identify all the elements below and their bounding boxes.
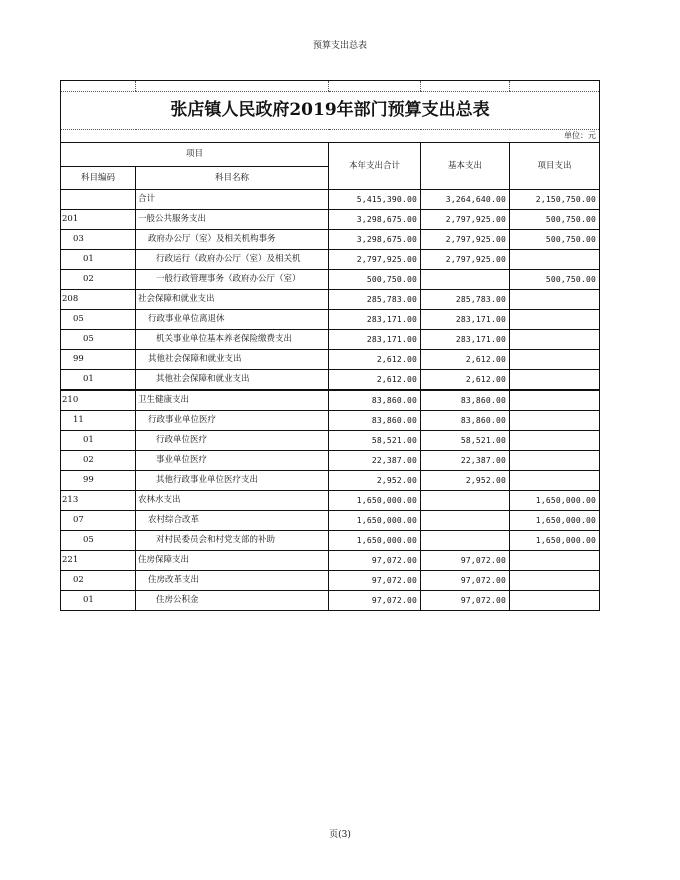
row-basic: 2,797,925.00 [421, 230, 510, 250]
row-code [61, 190, 136, 210]
row-total: 5,415,390.00 [329, 190, 421, 210]
row-name: 其他社会保障和就业支出 [136, 370, 329, 391]
table-row [61, 531, 600, 551]
row-name: 一般行政管理事务（政府办公厅（室） [136, 270, 329, 290]
table-row [61, 290, 600, 310]
row-total: 58,521.00 [329, 431, 421, 451]
row-project: 2,150,750.00 [510, 190, 600, 210]
row-basic: 58,521.00 [421, 431, 510, 451]
row-project [510, 431, 600, 451]
row-basic: 97,072.00 [421, 591, 510, 611]
row-code: 208 [61, 290, 136, 310]
row-project [510, 551, 600, 571]
row-code: 01 [61, 250, 136, 270]
table-row [61, 350, 600, 370]
row-total: 283,171.00 [329, 310, 421, 330]
row-code: 05 [61, 310, 136, 330]
table-row [61, 270, 600, 290]
unit-label: 单位：元 [61, 130, 600, 143]
row-name: 其他行政事业单位医疗支出 [136, 471, 329, 491]
page-footer: 页(3) [329, 830, 351, 840]
row-total: 2,612.00 [329, 350, 421, 370]
table-row [61, 551, 600, 571]
row-name: 卫生健康支出 [136, 390, 329, 411]
row-project [510, 310, 600, 330]
row-project: 1,650,000.00 [510, 531, 600, 551]
header-name: 科目名称 [136, 167, 329, 190]
row-total: 83,860.00 [329, 390, 421, 411]
row-total: 83,860.00 [329, 411, 421, 431]
row-basic [421, 531, 510, 551]
row-basic: 2,612.00 [421, 350, 510, 370]
row-name: 农村综合改革 [136, 511, 329, 531]
row-code: 221 [61, 551, 136, 571]
row-project [510, 471, 600, 491]
row-project [510, 250, 600, 270]
row-total: 283,171.00 [329, 330, 421, 350]
row-basic [421, 491, 510, 511]
row-name: 行政事业单位离退休 [136, 310, 329, 330]
row-project [510, 370, 600, 391]
table-row [61, 491, 600, 511]
table-row [61, 591, 600, 611]
table-row [61, 370, 600, 391]
row-basic [421, 270, 510, 290]
row-project [510, 350, 600, 370]
row-name: 农林水支出 [136, 491, 329, 511]
header-basic: 基本支出 [421, 143, 510, 190]
row-code: 03 [61, 230, 136, 250]
row-project: 500,750.00 [510, 230, 600, 250]
row-code: 02 [61, 451, 136, 471]
row-basic: 2,797,925.00 [421, 250, 510, 270]
row-basic: 2,612.00 [421, 370, 510, 391]
row-total: 97,072.00 [329, 551, 421, 571]
row-name: 住房公积金 [136, 591, 329, 611]
header-project: 项目 [61, 143, 329, 167]
row-basic: 97,072.00 [421, 551, 510, 571]
table-row [61, 411, 600, 431]
row-basic: 22,387.00 [421, 451, 510, 471]
row-code: 99 [61, 350, 136, 370]
budget-table-container [60, 80, 599, 611]
row-project: 1,650,000.00 [510, 491, 600, 511]
table-row [61, 451, 600, 471]
row-total: 500,750.00 [329, 270, 421, 290]
row-project: 1,650,000.00 [510, 511, 600, 531]
row-name: 其他社会保障和就业支出 [136, 350, 329, 370]
header-project-expense: 项目支出 [510, 143, 600, 190]
row-basic [421, 511, 510, 531]
table-row [61, 310, 600, 330]
row-name: 住房保障支出 [136, 551, 329, 571]
row-code: 11 [61, 411, 136, 431]
row-total: 2,612.00 [329, 370, 421, 391]
header-total: 本年支出合计 [329, 143, 421, 190]
row-code: 02 [61, 571, 136, 591]
table-title: 张店镇人民政府2019年部门预算支出总表 [61, 92, 600, 130]
row-total: 285,783.00 [329, 290, 421, 310]
row-basic: 83,860.00 [421, 390, 510, 411]
row-project [510, 591, 600, 611]
table-row [61, 210, 600, 230]
row-code: 05 [61, 330, 136, 350]
table-row [61, 190, 600, 210]
row-total: 97,072.00 [329, 591, 421, 611]
row-name: 机关事业单位基本养老保险缴费支出 [136, 330, 329, 350]
table-row [61, 471, 600, 491]
row-basic: 283,171.00 [421, 330, 510, 350]
row-code: 01 [61, 370, 136, 391]
row-name: 事业单位医疗 [136, 451, 329, 471]
row-name: 政府办公厅（室）及相关机构事务 [136, 230, 329, 250]
row-project [510, 290, 600, 310]
row-total: 1,650,000.00 [329, 511, 421, 531]
row-basic: 2,952.00 [421, 471, 510, 491]
row-total: 22,387.00 [329, 451, 421, 471]
row-name: 一般公共服务支出 [136, 210, 329, 230]
row-project [510, 411, 600, 431]
table-row [61, 230, 600, 250]
row-basic: 97,072.00 [421, 571, 510, 591]
table-row [61, 431, 600, 451]
row-code: 01 [61, 431, 136, 451]
page-header: 预算支出总表 [312, 41, 367, 51]
row-project [510, 571, 600, 591]
row-code: 07 [61, 511, 136, 531]
row-project: 500,750.00 [510, 210, 600, 230]
row-code: 213 [61, 491, 136, 511]
row-name: 合计 [136, 190, 329, 210]
row-name: 社会保障和就业支出 [136, 290, 329, 310]
spacer-row [61, 81, 600, 92]
table-row [61, 571, 600, 591]
row-name: 行政运行（政府办公厅（室）及相关机 [136, 250, 329, 270]
row-project [510, 330, 600, 350]
row-basic: 83,860.00 [421, 411, 510, 431]
table-row [61, 250, 600, 270]
row-basic: 3,264,640.00 [421, 190, 510, 210]
table-row [61, 390, 600, 411]
row-basic: 283,171.00 [421, 310, 510, 330]
header-code: 科目编码 [61, 167, 136, 190]
row-project [510, 390, 600, 411]
row-project [510, 451, 600, 471]
row-total: 2,797,925.00 [329, 250, 421, 270]
row-total: 3,298,675.00 [329, 210, 421, 230]
row-total: 97,072.00 [329, 571, 421, 591]
table-row [61, 330, 600, 350]
row-total: 3,298,675.00 [329, 230, 421, 250]
row-code: 05 [61, 531, 136, 551]
row-code: 02 [61, 270, 136, 290]
row-name: 住房改革支出 [136, 571, 329, 591]
row-code: 99 [61, 471, 136, 491]
row-name: 行政事业单位医疗 [136, 411, 329, 431]
row-total: 2,952.00 [329, 471, 421, 491]
row-code: 01 [61, 591, 136, 611]
row-basic: 2,797,925.00 [421, 210, 510, 230]
row-total: 1,650,000.00 [329, 531, 421, 551]
row-code: 210 [61, 390, 136, 411]
row-name: 行政单位医疗 [136, 431, 329, 451]
row-basic: 285,783.00 [421, 290, 510, 310]
row-total: 1,650,000.00 [329, 491, 421, 511]
table-row [61, 511, 600, 531]
row-name: 对村民委员会和村党支部的补助 [136, 531, 329, 551]
row-code: 201 [61, 210, 136, 230]
budget-table [60, 80, 600, 611]
row-project: 500,750.00 [510, 270, 600, 290]
